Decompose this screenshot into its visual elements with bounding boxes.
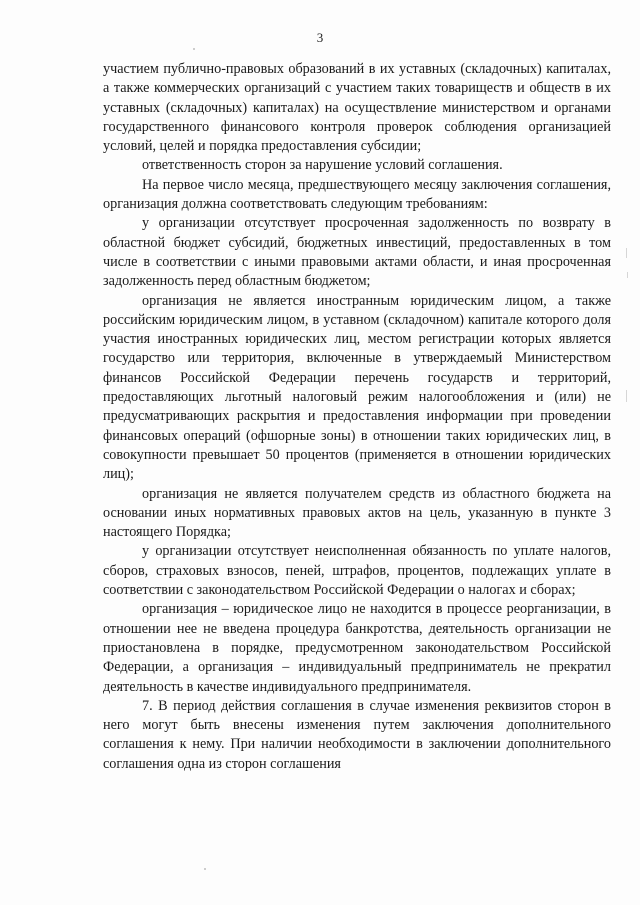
paragraph-inspection-consent: участием публично-правовых образований в их уставных (складочных) капиталах, а также коммерческих организаций с участием таких товариществ и обществ в их уставных (складочных) капиталах) на осуществление министерством и органами государственного финансового контроля проверок соблюдения организацией условий, целей и порядка предоставления субсидии; xyxy=(103,61,611,155)
paragraph-no-tax-debt: у организации отсутствует неисполненная обязанность по уплате налогов, сборов, страховых взносов, пеней, штрафов, процентов, подлежащих уплате в соответствии с законодательством Российской Федерации о налогах и сборах; xyxy=(103,543,611,599)
paragraph-not-funds-recipient: организация не является получателем средств из областного бюджета на основании иных нормативных правовых актов на цель, указанную в пункте 3 настоящего Порядка; xyxy=(103,485,611,541)
paragraph-requirements-intro: На первое число месяца, предшествующего месяцу заключения соглашения, организация должна соответствовать следующим требованиям: xyxy=(103,176,611,213)
paragraph-not-foreign-entity: организация не является иностранным юридическим лицом, а также российским юридическим лицом, в уставном (складочном) капитале которого доля участия иностранных юридических лиц, местом регистрации которых является государство или территория, включенные в утверждаемый Министерством финансов Российской Федерации перечень государств и территорий, предоставляющих льготный налоговый режим налогообложения и (или) не предусматривающих раскрытия и предоставления информации при проведении финансовых операций (офшорные зоны) в отношении таких юридических лиц, в совокупности превышает 50 процентов (применяется в отношении юридических лиц); xyxy=(103,292,611,483)
paragraph-not-bankrupt: организация – юридическое лицо не находится в процессе реорганизации, в отношении нее не введена процедура банкротства, деятельность организации не приостановлена в порядке, предусмотренном законодательством Российской Федерации, а организация – индивидуальный предприниматель не прекратил деятельность в качестве индивидуального предпринимателя. xyxy=(103,601,611,695)
scan-speck xyxy=(204,868,206,870)
scan-edge-mark xyxy=(626,248,627,258)
paragraph-clause-7: 7. В период действия соглашения в случае изменения реквизитов сторон в него могут быть внесены изменения путем заключения дополнительного соглашения к нему. При наличии необходимости в заключении дополнительного соглашения одна из сторон соглашения xyxy=(103,697,611,772)
paragraph-no-overdue-debt: у организации отсутствует просроченная задолженность по возврату в областной бюджет субсидий, бюджетных инвестиций, предоставленных в том числе в соответствии с иными правовыми актами области, и иная просроченная задолженность перед областным бюджетом; xyxy=(103,215,611,290)
scan-speck xyxy=(193,48,195,50)
page-number: 3 xyxy=(316,30,324,45)
scan-edge-mark xyxy=(627,272,628,278)
document-body xyxy=(103,60,611,774)
scan-edge-mark xyxy=(626,390,627,402)
paragraph-liability: ответственность сторон за нарушение условий соглашения. xyxy=(142,157,503,174)
